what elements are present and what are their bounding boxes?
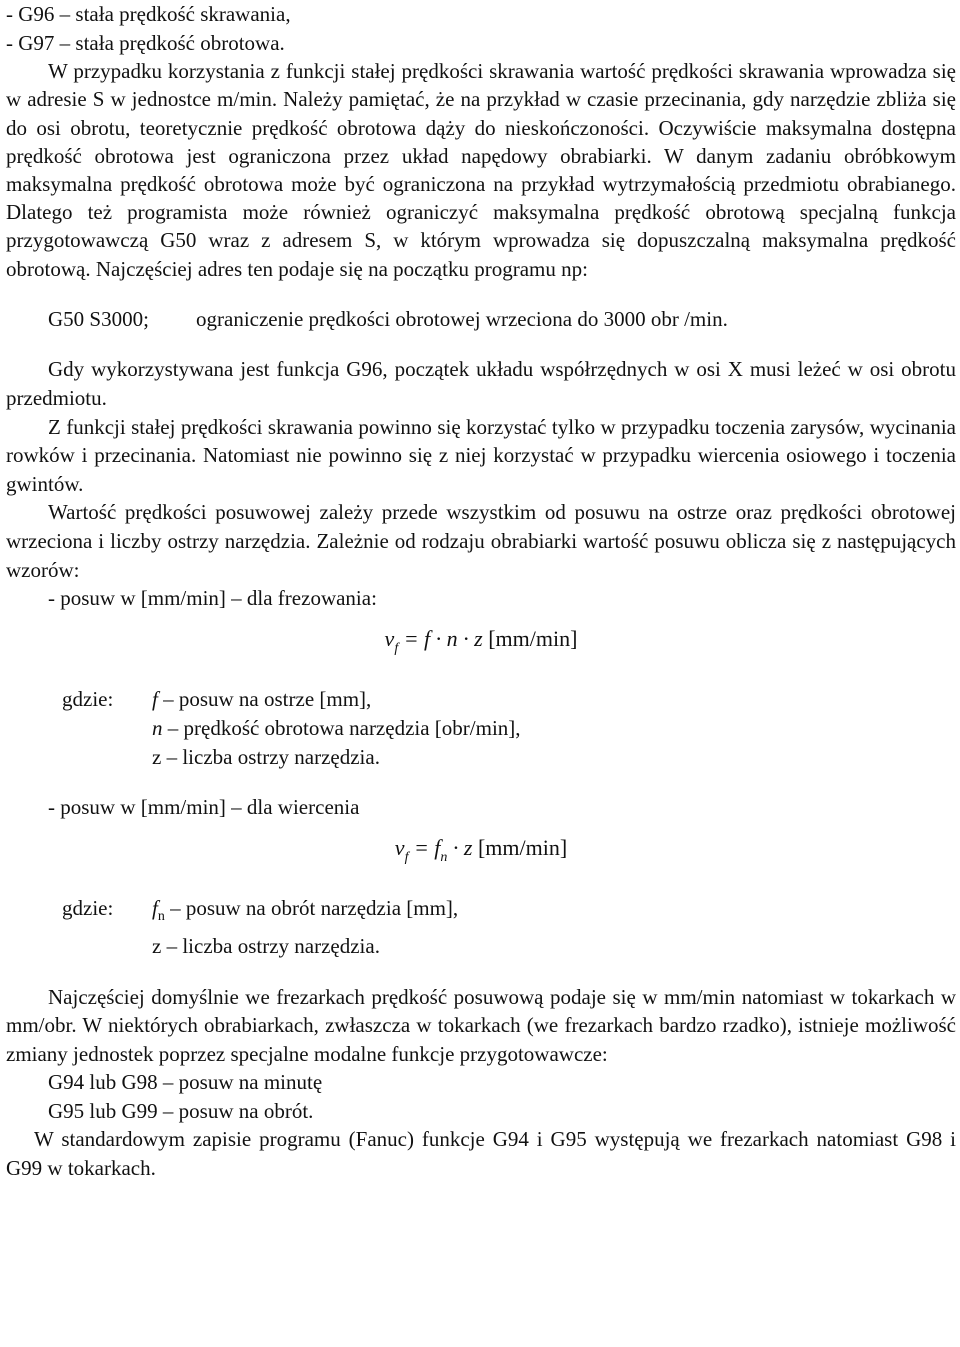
- paragraph-fanuc: W standardowym zapisie programu (Fanuc) funkcje G94 i G95 występują we frezarkach natomiast G98 i G99 w tokarkach.: [6, 1127, 956, 1181]
- example-description: ograniczenie prędkości obrotowej wrzeciona do 3000 obr /min.: [196, 306, 728, 331]
- formula-subscript-f: f: [404, 849, 409, 865]
- formula-unit: [mm/min]: [488, 625, 578, 651]
- legend-item-n: n – prędkość obrotowa narzędzia [obr/min],: [152, 715, 521, 740]
- paragraph-defaults: Najczęściej domyślnie we frezarkach prędkość posuwową podaje się w mm/min natomiast w tokarkach w mm/obr. W niektórych obrabiarkach, zwłaszcza w tokarkach (we frezarkach bardzo rzadko), istnieje możliwość zmiany jednostek poprzez specjalne modalne funkcje przygotowawcze:: [6, 984, 956, 1066]
- paragraph-g96-axis: Gdy wykorzystywana jest funkcja G96, początek układu współrzędnych w osi X musi leżeć w osi obrotu przedmiotu.: [6, 357, 956, 410]
- example-code: G50 S3000;: [48, 306, 149, 331]
- legend-item-fn: $f_n$ – posuw na obrót narzędzia [mm],: [152, 896, 459, 925]
- legend-label: gdzie:: [62, 896, 114, 921]
- formula-symbol-v: v: [384, 625, 395, 651]
- formula-subscript-n: n: [440, 849, 448, 865]
- milling-formula: [6, 625, 956, 664]
- legend-label: gdzie:: [62, 687, 114, 712]
- formula-symbol-v: v: [394, 834, 405, 860]
- paragraph-constant-speed: W przypadku korzystania z funkcji stałej prędkości skrawania wartość prędkości skrawania wprowadza się w adresie S w jednostce m/min. Należy pamiętać, że na przykład w czasie przecinania, gdy narzędzie zbliża się do osi obrotu, teoretycznie prędkość obrotowa dąży do nieskończoności. Oczywiście maksymalna dostępna prędkość obrotowa jest ograniczona przez układ napędowy obrabiarki. W danym zadaniu obróbkowym maksymalna prędkość obrotowa może być ograniczona na przykład wytrzymałością przedmiotu obrabianego. Dlatego też programista może również ograniczyć maksymalna prędkość obrotową specjalną funkcja przygotowawczą G50 wraz z adresem S, w którym wprowadza się dopuszczalną maksymalna prędkość obrotową. Najczęściej adres ten podaje się na początku programu np:: [6, 59, 956, 281]
- legend-item-z: z – liczba ostrzy narzędzia.: [152, 744, 380, 769]
- option-g95-g99: G95 lub G99 – posuw na obrót.: [48, 1098, 314, 1123]
- drilling-heading: - posuw w [mm/min] – dla wiercenia: [48, 795, 360, 820]
- milling-heading: - posuw w [mm/min] – dla frezowania:: [48, 586, 377, 611]
- paragraph-feed-rate: Wartość prędkości posuwowej zależy przede wszystkim od posuwu na ostrze oraz prędkości obrotowej wrzeciona i liczby ostrzy narzędzia. Zależnie od rodzaju obrabiarki wartość posuwu oblicza się z następujących wzorów:: [6, 500, 956, 582]
- formula-rhs-f: = f: [413, 834, 441, 860]
- drilling-formula: [6, 834, 956, 873]
- formula-unit: [mm/min]: [477, 834, 568, 860]
- formula-rhs: = f · n · z: [403, 625, 483, 651]
- drilling-legend: [6, 894, 956, 960]
- example-g50: [6, 305, 956, 334]
- legend-item-f: f – posuw na ostrze [mm],: [152, 687, 372, 712]
- option-g94-g98: G94 lub G98 – posuw na minutę: [48, 1070, 323, 1095]
- paragraph-usage: Z funkcji stałej prędkości skrawania powinno się korzystać tylko w przypadku toczenia zarysów, wycinania rowków i przecinania. Natomiast nie powinno się z niej korzystać w przypadku wiercenia osiowego i toczenia gwintów.: [6, 414, 956, 496]
- formula-subscript-f: f: [394, 640, 399, 656]
- milling-legend: [6, 685, 956, 771]
- formula-rhs-z: · z: [452, 834, 473, 860]
- list-item-g97: - G97 – stała prędkość obrotowa.: [6, 30, 285, 55]
- legend-item-z: z – liczba ostrzy narzędzia.: [152, 933, 380, 958]
- list-item-g96: - G96 – stała prędkość skrawania,: [6, 2, 291, 26]
